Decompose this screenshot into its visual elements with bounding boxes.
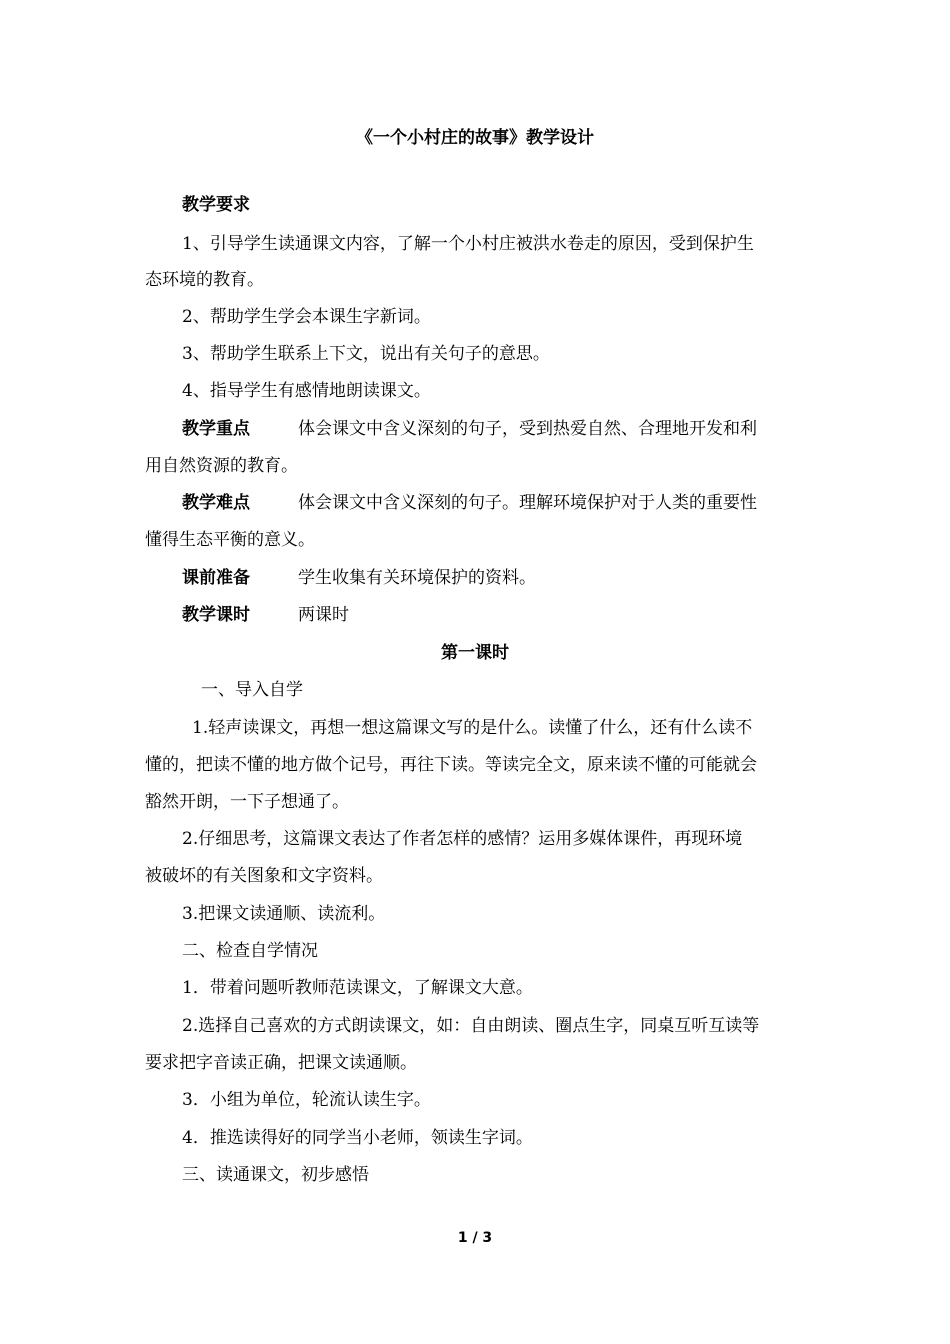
requirement-2: 2、帮助学生学会本课生字新词。 [182, 307, 431, 327]
requirements-heading: 教学要求 [182, 195, 250, 215]
requirement-1-line-2: 态环境的教育。 [145, 270, 264, 290]
key-point-text: 体会课文中含义深刻的句子，受到热爱自然、合理地开发和利 [298, 419, 757, 439]
s1-item-1-line-1: 1.轻声读课文，再想一想这篇课文写的是什么。读懂了什么，还有什么读不 [192, 718, 753, 738]
section-3-heading: 三、读通课文，初步感悟 [182, 1165, 369, 1185]
preparation-label: 课前准备 [182, 568, 250, 588]
period-label: 教学课时 [182, 605, 250, 625]
s2-item-1: 1．带着问题听教师范读课文，了解课文大意。 [182, 978, 533, 998]
difficulty-line-2: 懂得生态平衡的意义。 [145, 530, 315, 550]
difficulty-line-1 [182, 491, 847, 515]
requirement-1-line-1: 1、引导学生读通课文内容，了解一个小村庄被洪水卷走的原因，受到保护生 [182, 234, 754, 254]
s2-item-3: 3．小组为单位，轮流认读生字。 [182, 1090, 431, 1110]
key-point-line-1 [182, 417, 847, 441]
preparation-text: 学生收集有关环境保护的资料。 [298, 568, 536, 588]
period-line [182, 603, 847, 627]
page-number: 1 / 3 [457, 1230, 493, 1246]
period-text: 两课时 [298, 605, 349, 625]
lesson-1-heading: 第一课时 [441, 643, 509, 663]
difficulty-label: 教学难点 [182, 493, 250, 513]
document-title: 《一个小村庄的故事》教学设计 [356, 128, 594, 148]
s1-item-2-line-2: 被破坏的有关图象和文字资料。 [145, 866, 383, 886]
s2-item-2-line-1: 2.选择自己喜欢的方式朗读课文，如：自由朗读、圈点生字，同桌互听互读等 [182, 1016, 760, 1036]
requirement-3: 3、帮助学生联系上下文，说出有关句子的意思。 [182, 344, 550, 364]
s1-item-3: 3.把课文读通顺、读流利。 [182, 904, 386, 924]
section-1-heading: 一、导入自学 [201, 680, 303, 700]
s2-item-4: 4．推选读得好的同学当小老师，领读生字词。 [182, 1128, 533, 1148]
requirement-4: 4、指导学生有感情地朗读课文。 [182, 381, 431, 401]
s1-item-1-line-2: 懂的，把读不懂的地方做个记号，再往下读。等读完全文，原来读不懂的可能就会 [145, 755, 757, 775]
s1-item-2-line-1: 2.仔细思考，这篇课文表达了作者怎样的感情？运用多媒体课件，再现环境 [182, 829, 743, 849]
key-point-line-2: 用自然资源的教育。 [145, 456, 298, 476]
s1-item-1-line-3: 豁然开朗，一下子想通了。 [145, 792, 349, 812]
preparation-line [182, 566, 847, 590]
key-point-label: 教学重点 [182, 419, 250, 439]
s2-item-2-line-2: 要求把字音读正确，把课文读通顺。 [145, 1053, 417, 1073]
section-2-heading: 二、检查自学情况 [182, 941, 318, 961]
difficulty-text: 体会课文中含义深刻的句子。理解环境保护对于人类的重要性 [298, 493, 757, 513]
